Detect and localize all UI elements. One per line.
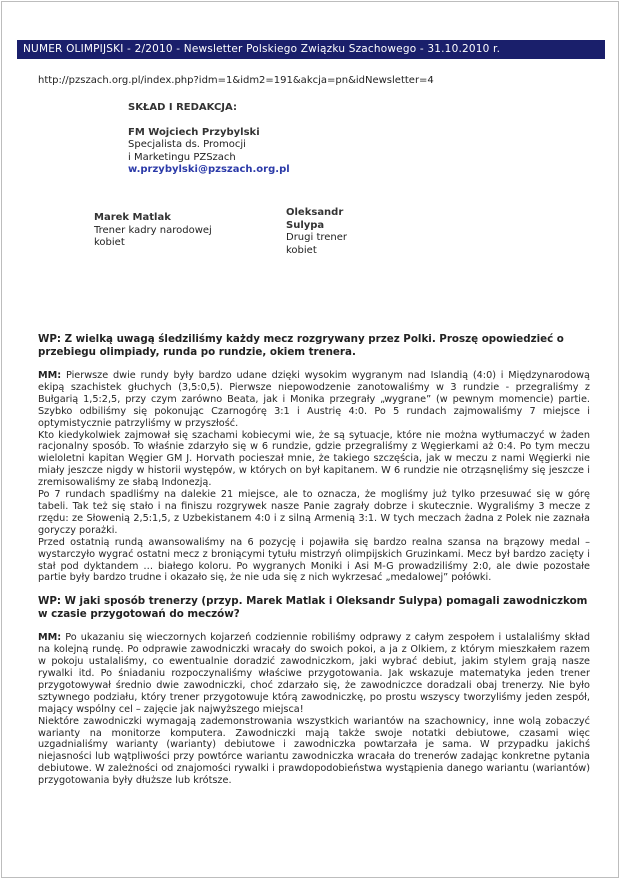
person-card-matlak: [94, 212, 234, 250]
speaker-prefix: MM:: [38, 370, 62, 381]
person-role-line1: Trener kadry narodowej: [94, 224, 212, 236]
speaker-prefix: MM:: [38, 632, 62, 644]
answer-paragraph: [38, 632, 590, 715]
editor-role-line2: i Marketingu PZSzach: [128, 151, 236, 163]
question-2: WP: W jaki sposób trenerzy (przyp. Marek Matlak i Oleksandr Sulypa) pomagali zawodniczkom w czasie przygotowań do meczów?: [38, 595, 588, 621]
editor-name: FM Wojciech Przybylski: [128, 126, 260, 138]
person-role-line2: kobiet: [286, 244, 317, 256]
editorial-heading: SKŁAD I REDAKCJA:: [128, 102, 237, 113]
person-role-line1: Drugi trener: [286, 232, 348, 243]
answer-1: [38, 370, 590, 584]
interview-content: [38, 333, 590, 798]
answer-text: Po ukazaniu się wieczornych kojarzeń codziennie robiliśmy odprawy z całym zespołem i ustalaliśmy skład na kolejną rundę. Po odprawie zawodniczki wracały do swoich pokoi, a ja z Olkiem, z którym mieszkałem razem w pokoju ustalaliśmy, co ewentualnie doradzić zawodniczkom, jaki wybrać debiut, jakim stylem grają nasze rywalki itd. Po śniadaniu rozpoczynaliśmy właściwe przygotowania. Jak wskazuje matematyka jeden trener przygotowywał średnio dwie zawodniczki, choć zdarzało się, że zawodniczce doradzali obaj trenerzy. Nie było sztywnego podziału, który trener przygotowuje którą zawodniczkę, po prostu wszyscy tworzyliśmy jeden zespół, mający wspólny cel – zajęcie jak najwyższego miejsca!: [38, 632, 590, 715]
person-role-line2: kobiet: [94, 237, 125, 248]
person-name: Marek Matlak: [94, 212, 171, 223]
answer-paragraph: Przed ostatnią rundą awansowaliśmy na 6 pozycję i pojawiła się bardzo realna szansa na brązowy medal – wystarczyło wygrać ostatni mecz z broniącymi tytułu mistrzyń olimpijskich Gruzinkami. Mecz był bardzo zacięty i stał pod dyktandem … białego koloru. Po wygranych Moniki i Asi M-G prowadziliśmy 2:0, ale dwie pozostałe partie były bardzo trudne i okazało się, że nie uda się z nich wykrzesać „medalowej” połówki.: [38, 536, 590, 584]
editorial-block: [128, 102, 290, 177]
person-card-sulypa: [286, 207, 376, 257]
question-1: WP: Z wielką uwagą śledziliśmy każdy mecz rozgrywany przez Polki. Proszę opowiedzieć o przebiegu olimpiady, runda po rundzie, okiem trenera.: [38, 333, 564, 358]
answer-paragraph: Po 7 rundach spadliśmy na dalekie 21 miejsce, ale to oznacza, że mogliśmy już tylko przesuwać się w górę tabeli. Tak też się stało i na finiszu rozgrywek nasze Panie zagrały dobrze i skutecznie. Wygraliśmy 3 mecze z rzędu: ze Słowenią 2,5:1,5, z Uzbekistanem 4:0 i z silną Armenią 3:1. W tych meczach żadna z Polek nie zaznała goryczy porażki.: [38, 489, 590, 536]
editor-email-link[interactable]: w.przybylski@pzszach.org.pl: [128, 164, 290, 175]
newsletter-banner: NUMER OLIMPIJSKI - 2/2010 - Newsletter Polskiego Związku Szachowego - 31.10.2010 r.: [17, 40, 605, 59]
answer-paragraph: Kto kiedykolwiek zajmował się szachami kobiecymi wie, że są sytuacje, które nie można wytłumaczyć w żaden racjonalny sposób. To właśnie zdarzyło się w 6 rundzie, gdzie przegraliśmy z Węgierkami aż 0:4. Po tym meczu wieloletni kapitan Węgier GM J. Horvath pocieszał mnie, że takiego szczęścia, jak w meczu z nami Węgierki nie miały jeszcze nigdy w historii występów, w których on był kapitanem. W 6 rundzie nie otrząsnęliśmy się jeszcze i zremisowaliśmy ze słabą Indonezją.: [38, 429, 590, 489]
answer-2: [38, 632, 590, 787]
person-name-line1: Oleksandr: [286, 207, 344, 218]
newsletter-url[interactable]: http://pzszach.org.pl/index.php?idm=1&idm2=191&akcja=pn&idNewsletter=4: [38, 75, 434, 86]
answer-paragraph: Niektóre zawodniczki wymagają zademonstrowania wszystkich wariantów na szachownicy, inne wolą zobaczyć warianty na monitorze komputera. Zawodniczki mają także swoje notatki debiutowe, czasami więc uzgadnialiśmy warianty (warianty) debiutowe i zawodniczka powtarzała je sama. W przypadku jakichś niejasności lub wątpliwości przy powtórce wariantu zawodniczka wracała do trenerów zadając konkretne pytania debiutowe. W zależności od znajomości rywalki i prawdopodobieństwa wystąpienia danego wariantu (wariantów) przygotowania były dłuższe lub krótsze.: [38, 715, 590, 787]
answer-paragraph: [38, 370, 590, 430]
person-name-line2: Sulypa: [286, 219, 325, 231]
answer-text: Pierwsze dwie rundy były bardzo udane dzięki wysokim wygranym nad Islandią (4:0) i Międzynarodową ekipą szachistek głuchych (3,5:0,5). Pierwsze niepowodzenie zanotowaliśmy w 3 rundzie - przegraliśmy z Bułgarią 1,5:2,5, przy czym zarówno Beata, jak i Monika przegrały „wygrane” (w pewnym momencie) partie. Szybko odbiliśmy się pokonując Czarnogórę 3:1 i Austrię 4:0. Po 5 rundach zajmowaliśmy 7 miejsce i optymistycznie patrzyliśmy w przyszłość.: [38, 370, 590, 429]
editor-role-line1: Specjalista ds. Promocji: [128, 139, 246, 150]
